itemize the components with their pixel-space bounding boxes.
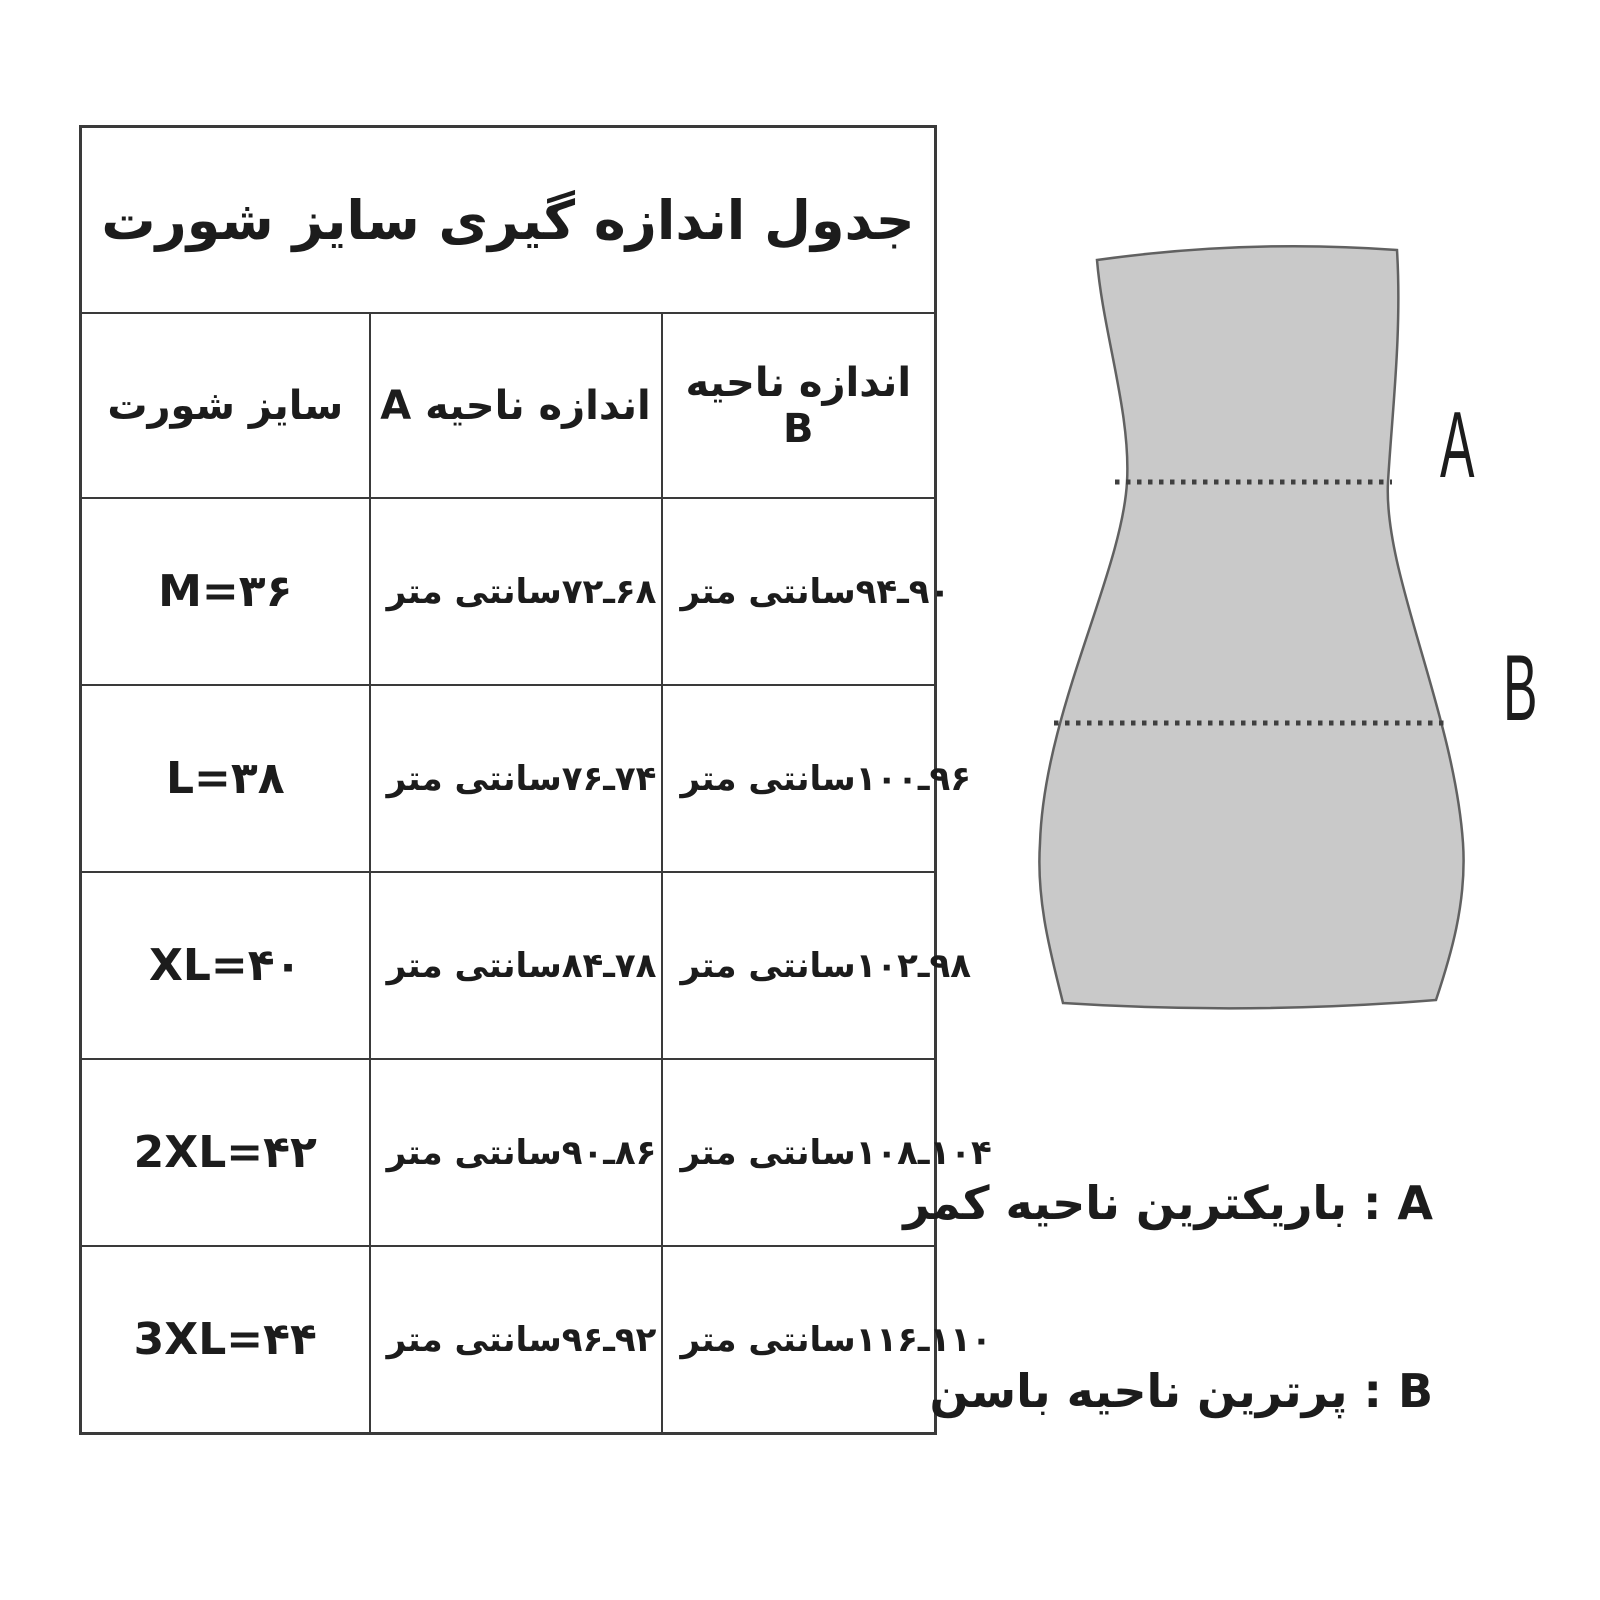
legend-b: B : پرترین ناحیه باسن: [929, 1364, 1433, 1418]
size-measurement-table: [79, 125, 992, 1435]
table-title: جدول اندازه گیری سایز شورت: [81, 127, 936, 314]
range-text: ۹۶ـ۹۲: [561, 1319, 657, 1360]
table-row: [81, 872, 936, 1059]
legend-a: A : باریکترین ناحیه کمر: [903, 1176, 1433, 1230]
size-value: [81, 872, 370, 1059]
table-row: [81, 1246, 936, 1434]
area-a-value: [370, 872, 662, 1059]
range-text: ۸۴ـ۷۸: [561, 945, 657, 986]
range-text: ۱۰۰ـ۹۶: [855, 758, 972, 799]
area-b-value: [662, 1246, 992, 1434]
area-b-value: [662, 498, 951, 685]
size-text: XL=۴۰: [148, 940, 302, 991]
unit-text: سانتی متر: [386, 1319, 562, 1360]
range-text: ۹۰ـ۸۶: [561, 1132, 657, 1173]
range-text: ۱۰۲ـ۹۸: [855, 945, 972, 986]
unit-text: سانتی متر: [386, 1132, 562, 1173]
header-size: سایز شورت: [81, 313, 370, 498]
unit-text: سانتی متر: [680, 945, 856, 986]
size-text: M=۳۶: [158, 566, 293, 617]
unit-text: سانتی متر: [680, 571, 856, 612]
range-text: ۱۰۸ـ۱۰۴: [855, 1132, 992, 1173]
unit-text: سانتی متر: [386, 945, 562, 986]
marker-b-label: B: [1503, 635, 1538, 740]
size-value: [81, 498, 370, 685]
table-title-row: [81, 127, 936, 314]
size-text: 3XL=۴۴: [133, 1314, 317, 1365]
size-text: L=۳۸: [165, 753, 285, 804]
size-value: [81, 1059, 370, 1246]
header-area-b: اندازه ناحیه B: [662, 313, 936, 498]
unit-text: سانتی متر: [386, 758, 562, 799]
unit-text: سانتی متر: [680, 1319, 856, 1360]
area-b-value: [662, 872, 972, 1059]
unit-text: سانتی متر: [386, 571, 562, 612]
area-a-value: [370, 1059, 662, 1246]
area-a-value: [370, 1246, 662, 1434]
header-area-a: اندازه ناحیه A: [370, 313, 662, 498]
unit-text: سانتی متر: [680, 1132, 856, 1173]
table-row: [81, 685, 936, 872]
area-a-value: [370, 498, 662, 685]
area-b-value: [662, 685, 972, 872]
marker-a-label: A: [1440, 392, 1475, 497]
table-header-row: [81, 313, 936, 498]
table-row: [81, 498, 936, 685]
range-text: ۱۱۶ـ۱۱۰: [855, 1319, 992, 1360]
range-text: ۷۶ـ۷۴: [561, 758, 657, 799]
torso-diagram: [1030, 243, 1475, 1013]
area-a-value: [370, 685, 662, 872]
size-text: 2XL=۴۲: [133, 1127, 317, 1178]
range-text: ۷۲ـ۶۸: [561, 571, 657, 612]
size-value: [81, 1246, 370, 1434]
unit-text: سانتی متر: [680, 758, 856, 799]
size-value: [81, 685, 370, 872]
area-b-value: [662, 1059, 992, 1246]
table-row: [81, 1059, 936, 1246]
range-text: ۹۴ـ۹۰: [855, 571, 951, 612]
body-silhouette: [1039, 246, 1463, 1008]
